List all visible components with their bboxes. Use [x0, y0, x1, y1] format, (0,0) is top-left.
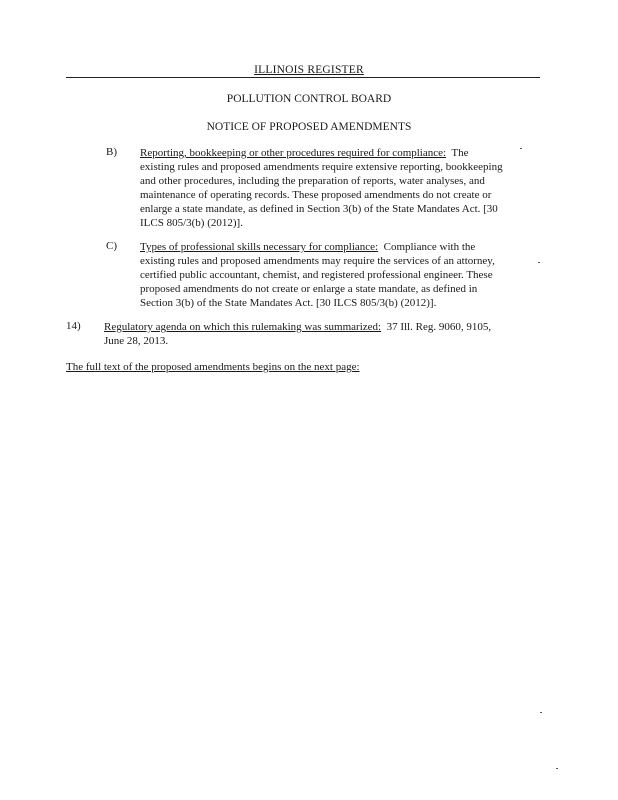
agency-name: POLLUTION CONTROL BOARD	[226, 93, 392, 105]
item-c-label: C)	[106, 240, 117, 252]
item-c-line-3: certified public accountant, chemist, and registered professional engineer. These	[140, 269, 493, 281]
item-14-line-1	[104, 320, 544, 334]
item-14-heading: Regulatory agenda on which this rulemaking was summarized:	[104, 321, 382, 333]
notice-title: NOTICE OF PROPOSED AMENDMENTS	[206, 121, 412, 133]
item-b-line-3: and other procedures, including the preparation of reports, water analyses, and	[140, 175, 485, 187]
item-14-line-1-rest: 37 Ill. Reg. 9060, 9105,	[386, 321, 492, 333]
item-14-body	[104, 320, 544, 348]
scan-speck	[538, 262, 540, 263]
item-c-heading: Types of professional skills necessary for compliance:	[140, 241, 379, 253]
item-c-line-1	[140, 240, 540, 254]
item-14-label: 14)	[66, 320, 81, 332]
item-b-label: B)	[106, 146, 117, 158]
item-b-line-1	[140, 146, 540, 160]
register-title: ILLINOIS REGISTER	[254, 64, 364, 76]
header-rule	[66, 77, 540, 78]
item-c-line-5: Section 3(b) of the State Mandates Act. [30 ILCS 805/3(b) (2012)].	[140, 297, 437, 309]
item-b-line-5: enlarge a state mandate, as defined in Section 3(b) of the State Mandates Act. [30	[140, 203, 498, 215]
item-c-line-1-rest: Compliance with the	[383, 241, 476, 253]
closing-line	[66, 360, 546, 374]
scan-speck	[556, 768, 558, 769]
item-c-line-2: existing rules and proposed amendments may require the services of an attorney,	[140, 255, 495, 267]
item-b-body	[140, 146, 540, 230]
item-b-line-4: maintenance of operating records. These proposed amendments do not create or	[140, 189, 492, 201]
item-14-line-2: June 28, 2013.	[104, 335, 169, 347]
item-b-heading: Reporting, bookkeeping or other procedures required for compliance:	[140, 147, 447, 159]
item-c-line-4: proposed amendments do not create or enlarge a state mandate, as defined in	[140, 283, 478, 295]
closing-text: The full text of the proposed amendments begins on the next page:	[66, 361, 360, 373]
item-b-line-1-rest: The	[451, 147, 469, 159]
scan-speck	[540, 712, 542, 713]
item-b-line-6: ILCS 805/3(b) (2012)].	[140, 217, 243, 229]
item-c-body	[140, 240, 540, 310]
item-b-line-2: existing rules and proposed amendments require extensive reporting, bookkeeping	[140, 161, 503, 173]
scan-speck	[520, 148, 522, 149]
